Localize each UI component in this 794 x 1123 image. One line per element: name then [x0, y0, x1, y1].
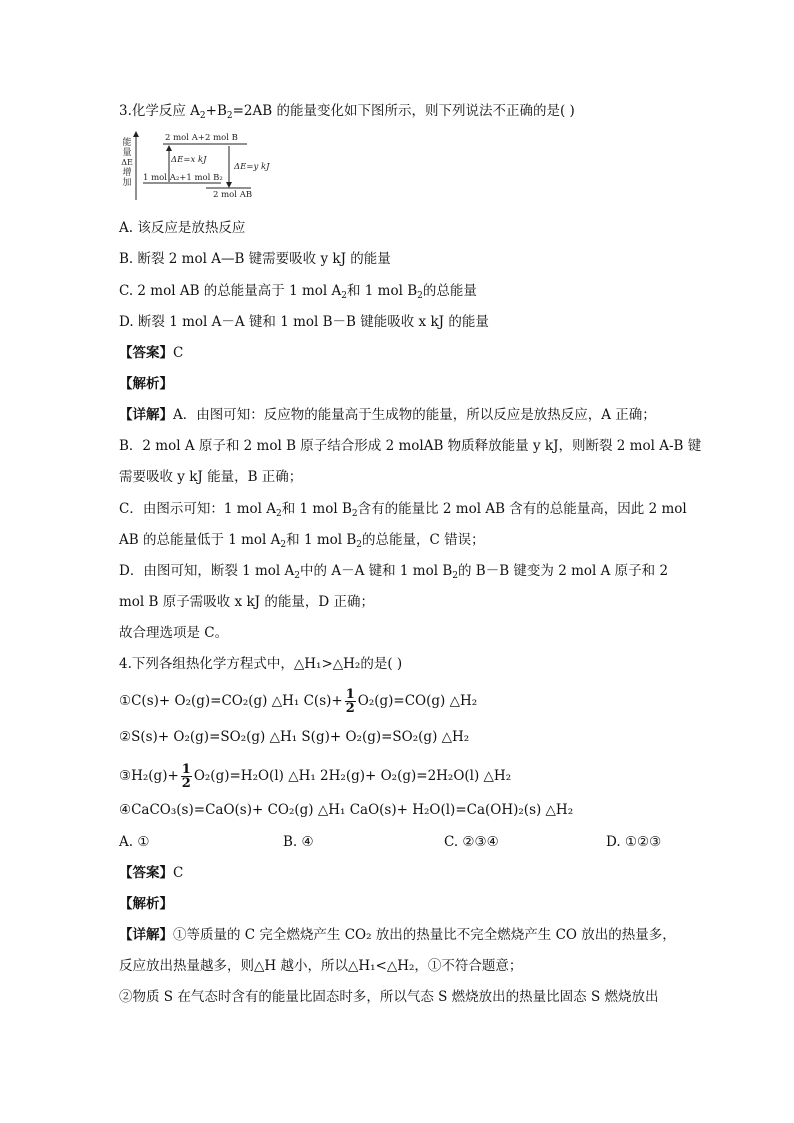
q3-option-a: A. 该反应是放热反应: [119, 220, 246, 236]
q4-detail-2: 反应放出热量越多，则△H 越小，所以△H₁<△H₂，①不符合题意；: [119, 958, 523, 974]
q3-answer: 【答案】C: [119, 345, 184, 361]
q4-option-c: C. ②③④: [444, 834, 499, 850]
fraction-half: $\frac{1}{2}$: [345, 687, 355, 716]
q3-detail-7: mol B 原子需吸收 x kJ 的能量，D 正确；: [119, 594, 374, 610]
dy-label: ΔE=y kJ: [234, 162, 270, 172]
dx-label: ΔE=x kJ: [171, 155, 207, 165]
q3-option-c: C. 2 mol AB 的总能量高于 1 mol $A_2$和 1 mol $B_2$的总能量: [119, 283, 477, 301]
q3-detail-4: C．由图示可知：1 mol $A_2$和 1 mol $B_2$含有的能量比 2 mol AB 含有的总能量高，因此 2 mol: [119, 501, 687, 519]
energy-diagram: [121, 130, 281, 206]
q3-detail-3: 需要吸收 y kJ 能量，B 正确；: [119, 469, 303, 485]
q3-detail-6: D．由图可知，断裂 1 mol $A_2$中的 A－A 键和 1 mol $B_2$的 B－B 键变为 2 mol A 原子和 2: [119, 563, 669, 581]
q3-analysis-label: 【解析】: [119, 376, 173, 392]
q4-answer: 【答案】C: [119, 865, 184, 881]
q4-detail-3: ②物质 S 在气态时含有的能量比固态时多，所以气态 S 燃烧放出的热量比固态 S 燃烧放出: [119, 989, 659, 1005]
q4-equation-4: ④CaCO₃(s)=CaO(s)+ CO₂(g) △H₁ CaO(s)+ H₂O(l)=Ca(OH)₂(s) △H₂: [119, 802, 574, 818]
mid-level-label: 1 mol A₂+1 mol B₂: [143, 173, 223, 183]
q3-option-d: D. 断裂 1 mol A－A 键和 1 mol B－B 键能吸收 x kJ 的能量: [119, 314, 489, 330]
q4-equation-2: ②S(s)+ O₂(g)=SO₂(g) △H₁ S(g)+ O₂(g)=SO₂(g) △H₂: [119, 729, 470, 745]
top-level-label: 2 mol A+2 mol B: [165, 133, 238, 143]
q4-equation-3: ③H₂(g)+ $\frac{1}{2}$ O₂(g)=H₂O(l) △H₁ 2H₂(g)+ O₂(g)=2H₂O(l) △H₂: [119, 762, 512, 791]
q4-equation-1: ①C(s)+ O₂(g)=CO₂(g) △H₁ C(s)+ $\frac{1}{2}$ O₂(g)=CO(g) △H₂: [119, 687, 478, 716]
energy-axis-label: 能 量 ΔE 增 加: [121, 138, 133, 188]
q4-option-a: A. ①: [119, 834, 150, 850]
q4-detail-1: 【详解】①等质量的 C 完全燃烧产生 CO₂ 放出的热量比不完全燃烧产生 CO 放出的热量多，: [119, 927, 676, 943]
q4-stem: 4.下列各组热化学方程式中，△H₁>△H₂的是( ): [119, 656, 403, 672]
q3-detail-2: B．2 mol A 原子和 2 mol B 原子结合形成 2 molAB 物质释放能量 y kJ，则断裂 2 mol A-B 键: [119, 438, 702, 454]
q3-detail-8: 故合理选项是 C。: [119, 625, 229, 641]
bottom-level-label: 2 mol AB: [213, 190, 253, 200]
q3-option-b: B. 断裂 2 mol A—B 键需要吸收 y kJ 的能量: [119, 251, 391, 267]
q4-analysis-label: 【解析】: [119, 896, 173, 912]
q3-detail-5: AB 的总能量低于 1 mol $A_2$和 1 mol $B_2$的总能量，C 错误；: [119, 532, 485, 550]
q3-detail-1: 【详解】A．由图可知：反应物的能量高于生成物的能量，所以反应是放热反应，A 正确；: [119, 407, 656, 423]
q3-stem: 3.化学反应 $A_2+B_2=2AB$ 的能量变化如下图所示，则下列说法不正确的是( ): [119, 103, 575, 121]
q4-option-b: B. ④: [283, 834, 314, 850]
fraction-half: $\frac{1}{2}$: [181, 762, 191, 791]
q4-option-d: D. ①②③: [606, 834, 662, 850]
